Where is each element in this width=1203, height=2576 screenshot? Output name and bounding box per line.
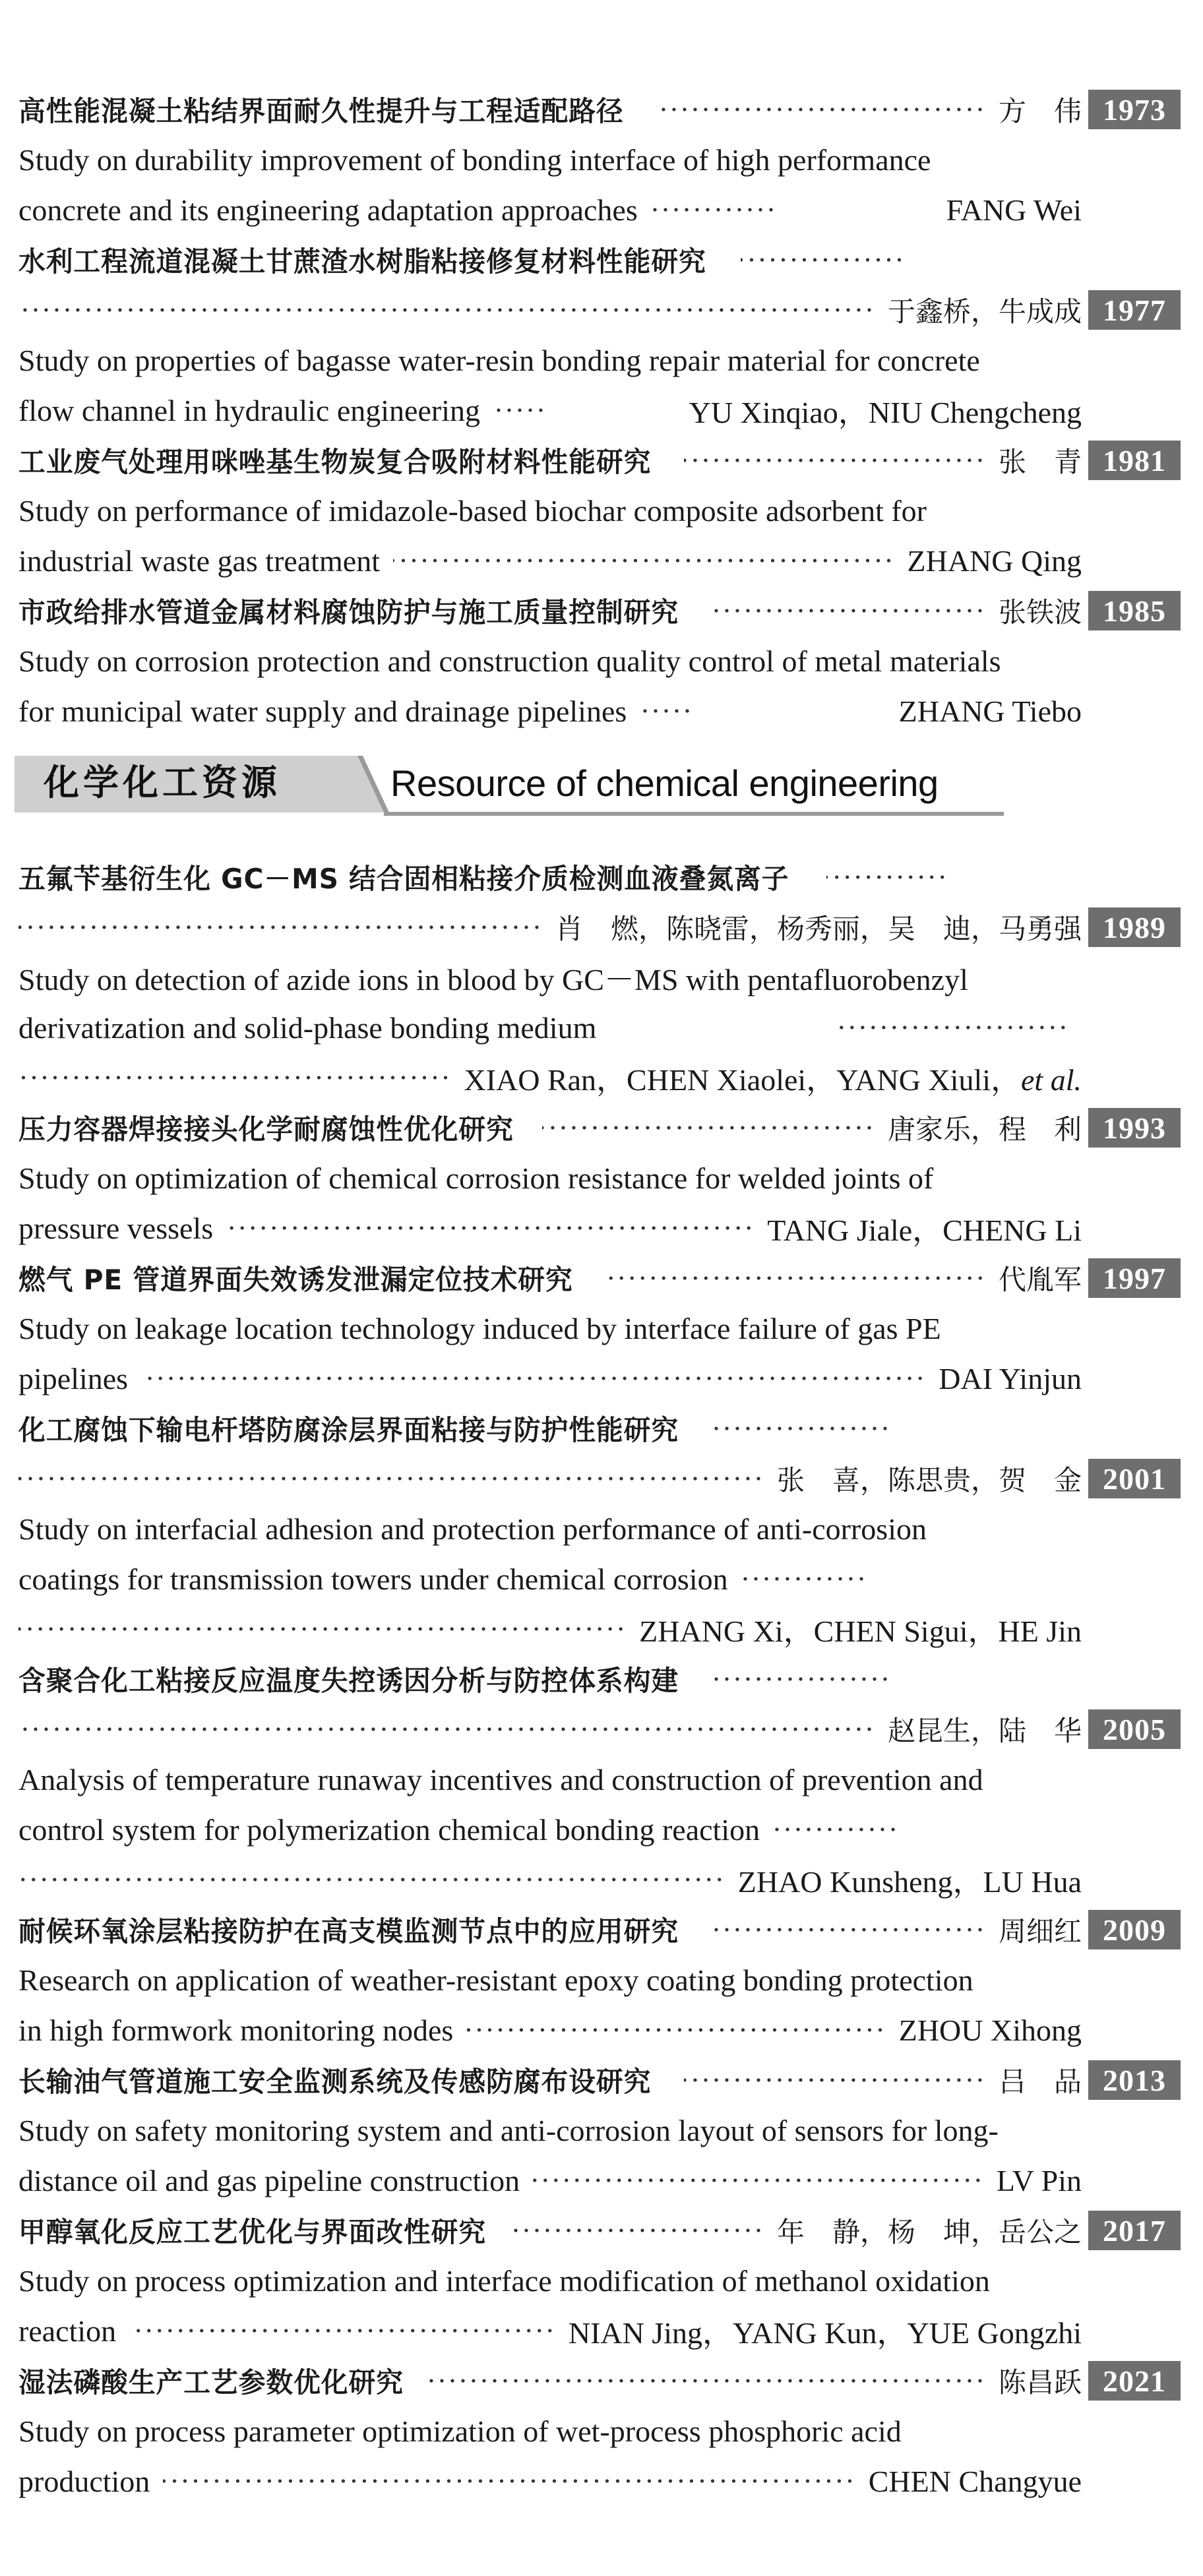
entry-9-en-title-line2: control system for polymerization chemical bonding reaction (18, 1812, 760, 1847)
entry-12-en-line1 (18, 2255, 1082, 2306)
entry-7-en-title-line2: pipelines (18, 1361, 129, 1395)
entry-1-en-line1 (18, 135, 1082, 185)
entry-6-zh-title: 压力容器焊接接头化学耐腐蚀性优化研究 (18, 1113, 514, 1146)
entry-3-en-title-line2: industrial waste gas treatment (18, 543, 381, 578)
entry-8-zh-authors: 张 喜，陈思贵，贺 金 (776, 1464, 1082, 1496)
entry-6-page-badge: 1993 (1088, 1108, 1181, 1148)
entry-11-zh-authors: 吕 品 (998, 2066, 1082, 2098)
entry-11-zh-line (18, 2055, 1082, 2105)
entry-9-zh-authors: 赵昆生，陆 华 (887, 1715, 1082, 1747)
entry-5-en-line1 (18, 952, 1082, 1002)
entry-12-zh-line (18, 2205, 1082, 2255)
leader-dots (429, 2377, 985, 2384)
leader-dots (18, 1074, 450, 1081)
leader-dots (684, 2077, 985, 2083)
leader-dots (603, 1275, 985, 1281)
entry-10-zh-authors: 周细红 (998, 1915, 1082, 1947)
entry-12-page-badge: 2017 (1088, 2211, 1181, 2250)
leader-dots (226, 1225, 754, 1231)
entry-3-en-title-line1: Study on performance of imidazole-based biochar composite adsorbent for (18, 493, 927, 528)
leader-dots (773, 1826, 898, 1833)
entry-11-en-title-line2: distance oil and gas pipeline construction (18, 2163, 520, 2197)
entry-10-zh-title: 耐候环氧涂层粘接防护在高支模监测节点中的应用研究 (18, 1915, 679, 1947)
entry-7-en-line2 (18, 1353, 1082, 1403)
entry-8-en-title-line1: Study on interfacial adhesion and protection performance of anti-corrosion (18, 1512, 927, 1546)
entry-8-zh-title: 化工腐蚀下输电杆塔防腐涂层界面粘接与防护性能研究 (18, 1414, 679, 1446)
entry-5-zh-title: 五氟苄基衍生化 GC－MS 结合固相粘接介质检测血液叠氮离子 (18, 863, 789, 895)
entry-1-en-title-line2: concrete and its engineering adaptation approaches (18, 193, 638, 227)
leader-dots (141, 1375, 925, 1382)
leader-dots (839, 1024, 1068, 1031)
entry-3-en-line1 (18, 485, 1082, 536)
entry-4-en-title-line2: for municipal water supply and drainage pipelines (18, 694, 627, 728)
entry-12-en-line2 (18, 2306, 1082, 2356)
entry-4-zh-line (18, 586, 1082, 636)
entry-3-zh-title: 工业废气处理用咪唑基生物炭复合吸附材料性能研究 (18, 446, 652, 478)
entry-9-page-badge: 2005 (1088, 1709, 1181, 1749)
entry-10-page-badge: 2009 (1088, 1910, 1181, 1949)
entry-7-zh-line (18, 1253, 1082, 1303)
entry-7-en-authors: DAI Yinjun (939, 1361, 1082, 1395)
entry-10-en-title-line1: Research on application of weather-resistant epoxy coating bonding protection (18, 1963, 973, 1997)
entry-3-zh-line (18, 435, 1082, 485)
entry-7-en-line1 (18, 1303, 1082, 1353)
entry-12-zh-authors: 年 静，杨 坤，岳公之 (776, 2216, 1082, 2248)
leader-dots (741, 257, 905, 263)
entry-8-en-line1 (18, 1504, 1082, 1554)
entry-10-zh-line (18, 1905, 1082, 1955)
entry-7-en-title-line1: Study on leakage location technology induced by interface failure of gas PE (18, 1311, 941, 1345)
entry-6-en-title-line1: Study on optimization of chemical corrosion resistance for welded joints of (18, 1161, 934, 1195)
entry-8-zh-line (18, 1403, 1082, 1454)
section-title-zh: 化学化工资源 (44, 762, 281, 803)
leader-dots (393, 557, 894, 564)
entry-5-en-title-line1: Study on detection of azide ions in blood by GC－MS with pentafluorobenzyl (18, 963, 968, 997)
leader-dots (741, 1576, 867, 1582)
entry-1-zh-authors: 方 伟 (998, 95, 1082, 127)
entry-10-en-title-line2: in high formwork monitoring nodes (18, 2013, 454, 2047)
entry-11-zh-title: 长输油气管道施工安全监测系统及传感防腐布设研究 (18, 2066, 652, 2098)
entry-5-en-authors: XIAO Ran，CHEN Xiaolei，YANG Xiuli，et al. (464, 1063, 1082, 1097)
leader-dots (514, 2227, 764, 2234)
entry-9-zh-line (18, 1654, 1082, 1704)
entry-6-en-title-line2: pressure vessels (18, 1211, 214, 1245)
entry-13-page-badge: 2021 (1088, 2361, 1181, 2401)
entry-7-zh-authors: 代胤军 (998, 1264, 1082, 1296)
leader-dots (18, 1475, 764, 1482)
entry-3-zh-authors: 张 青 (998, 446, 1082, 478)
entry-2-en-title-line1: Study on properties of bagasse water-resin bonding repair material for concrete (18, 343, 980, 377)
entry-1-en-authors: FANG Wei (946, 193, 1082, 227)
entry-5-en-etal: et al. (1021, 1063, 1082, 1097)
entry-9-en-line1 (18, 1754, 1082, 1804)
entry-8-en-line3 (18, 1604, 1082, 1654)
leader-dots (712, 1676, 890, 1682)
entry-4-en-line2 (18, 686, 1082, 736)
entry-12-en-authors: NIAN Jing，YANG Kun，YUE Gongzhi (568, 2316, 1082, 2350)
entry-8-page-badge: 2001 (1088, 1459, 1181, 1498)
entry-2-zh-line (18, 235, 1082, 285)
entry-13-zh-title: 湿法磷酸生产工艺参数优化研究 (18, 2366, 404, 2399)
leader-dots (18, 1626, 626, 1632)
section-title-en: Resource of chemical engineering (390, 762, 939, 804)
entry-13-en-authors: CHEN Changyue (868, 2464, 1082, 2498)
entry-8-zh-line2 (18, 1454, 1082, 1504)
entry-5-zh-line2 (18, 902, 1082, 952)
leader-dots (18, 307, 875, 313)
entry-2-en-line2 (18, 385, 1082, 435)
leader-dots (18, 1876, 725, 1883)
entry-2-zh-title: 水利工程流道混凝土甘蔗渣水树脂粘接修复材料性能研究 (18, 245, 706, 278)
leader-dots (493, 407, 546, 414)
leader-dots (651, 206, 776, 213)
entry-3-en-authors: ZHANG Qing (907, 543, 1082, 578)
entry-9-zh-title: 含聚合化工粘接反应温度失控诱因分析与防控体系构建 (18, 1665, 679, 1697)
entry-7-page-badge: 1997 (1088, 1258, 1181, 1298)
leader-dots (712, 1425, 890, 1432)
leader-dots (656, 106, 985, 113)
entry-5-page-badge: 1989 (1088, 907, 1181, 947)
entry-6-zh-line (18, 1103, 1082, 1153)
entry-5-en-line3 (18, 1053, 1082, 1103)
leader-dots (129, 2327, 555, 2334)
entry-6-en-line2 (18, 1203, 1082, 1253)
entry-11-en-line1 (18, 2105, 1082, 2155)
entry-11-en-line2 (18, 2155, 1082, 2205)
entry-2-zh-line2 (18, 285, 1082, 335)
entry-9-en-authors: ZHAO Kunsheng，LU Hua (737, 1865, 1082, 1899)
entry-5-en-line2 (18, 1002, 1082, 1053)
entry-13-en-title-line1: Study on process parameter optimization of wet-process phosphoric acid (18, 2414, 902, 2448)
entry-9-zh-line2 (18, 1704, 1082, 1754)
entry-2-en-title-line2: flow channel in hydraulic engineering (18, 393, 480, 427)
entry-3-page-badge: 1981 (1088, 441, 1181, 480)
entry-12-en-title-line1: Study on process optimization and interface modification of methanol oxidation (18, 2263, 990, 2298)
entry-4-en-line1 (18, 636, 1082, 686)
entry-4-zh-authors: 张铁波 (998, 596, 1082, 629)
entry-4-en-authors: ZHANG Tiebo (898, 694, 1082, 728)
entry-4-en-title-line1: Study on corrosion protection and construction quality control of metal materials (18, 644, 1001, 678)
leader-dots (542, 1124, 875, 1131)
entry-6-en-line1 (18, 1153, 1082, 1203)
entry-13-en-title-line2: production (18, 2464, 150, 2498)
leader-dots (712, 607, 985, 614)
leader-dots (640, 708, 693, 714)
entry-8-en-authors: ZHANG Xi，CHEN Sigui，HE Jin (639, 1614, 1082, 1648)
entry-10-en-authors: ZHOU Xihong (898, 2013, 1082, 2047)
entry-10-en-line1 (18, 1955, 1082, 2005)
entry-7-zh-title: 燃气 PE 管道界面失效诱发泄漏定位技术研究 (18, 1264, 573, 1296)
entry-5-zh-line (18, 852, 1082, 902)
entry-9-en-line3 (18, 1855, 1082, 1905)
entry-9-en-title-line1: Analysis of temperature runaway incentives and construction of prevention and (18, 1762, 983, 1796)
entry-8-en-line2 (18, 1554, 1082, 1604)
leader-dots (163, 2478, 855, 2484)
entry-11-en-title-line1: Study on safety monitoring system and anti-corrosion layout of sensors for long- (18, 2113, 999, 2147)
entry-4-page-badge: 1985 (1088, 591, 1181, 630)
entry-13-en-line2 (18, 2456, 1082, 2506)
entry-11-page-badge: 2013 (1088, 2060, 1181, 2100)
entry-6-en-authors: TANG Jiale，CHENG Li (767, 1213, 1082, 1247)
entry-13-zh-authors: 陈昌跃 (998, 2366, 1082, 2399)
entry-2-en-authors: YU Xinqiao，NIU Chengcheng (689, 396, 1082, 429)
section-banner (15, 752, 1004, 818)
entry-2-zh-authors: 于鑫桥，牛成成 (887, 295, 1082, 328)
entry-1-en-line2 (18, 185, 1082, 235)
entry-1-zh-line (18, 84, 1082, 135)
entry-2-page-badge: 1977 (1088, 290, 1181, 330)
leader-dots (826, 874, 948, 880)
entry-5-zh-authors: 肖 燃，陈晓雷，杨秀丽，吴 迪，马勇强 (555, 913, 1082, 945)
entry-8-en-title-line2: coatings for transmission towers under chemical corrosion (18, 1562, 728, 1596)
leader-dots (18, 924, 542, 931)
entry-2-en-line1 (18, 335, 1082, 385)
entry-12-zh-title: 甲醇氧化反应工艺优化与界面改性研究 (18, 2216, 487, 2248)
entry-1-en-title-line1: Study on durability improvement of bonding interface of high performance (18, 142, 931, 177)
leader-dots (18, 1726, 875, 1733)
entry-6-zh-authors: 唐家乐，程 利 (887, 1113, 1082, 1146)
entry-10-en-line2 (18, 2005, 1082, 2055)
entry-12-en-title-line2: reaction (18, 2314, 117, 2348)
entry-4-zh-title: 市政给排水管道金属材料腐蚀防护与施工质量控制研究 (18, 596, 679, 629)
entry-11-en-authors: LV Pin (996, 2163, 1082, 2197)
entry-1-zh-title: 高性能混凝土粘结界面耐久性提升与工程适配路径 (18, 95, 624, 127)
leader-dots (712, 1926, 985, 1933)
leader-dots (684, 457, 985, 464)
leader-dots (533, 2177, 983, 2184)
entry-1-page-badge: 1973 (1088, 90, 1181, 129)
entry-3-en-line2 (18, 536, 1082, 586)
entry-13-zh-line (18, 2356, 1082, 2406)
leader-dots (466, 2027, 885, 2033)
entry-13-en-line1 (18, 2406, 1082, 2456)
entry-5-en-title-line2: derivatization and solid-phase bonding medium (18, 1010, 597, 1045)
entry-9-en-line2 (18, 1804, 1082, 1855)
